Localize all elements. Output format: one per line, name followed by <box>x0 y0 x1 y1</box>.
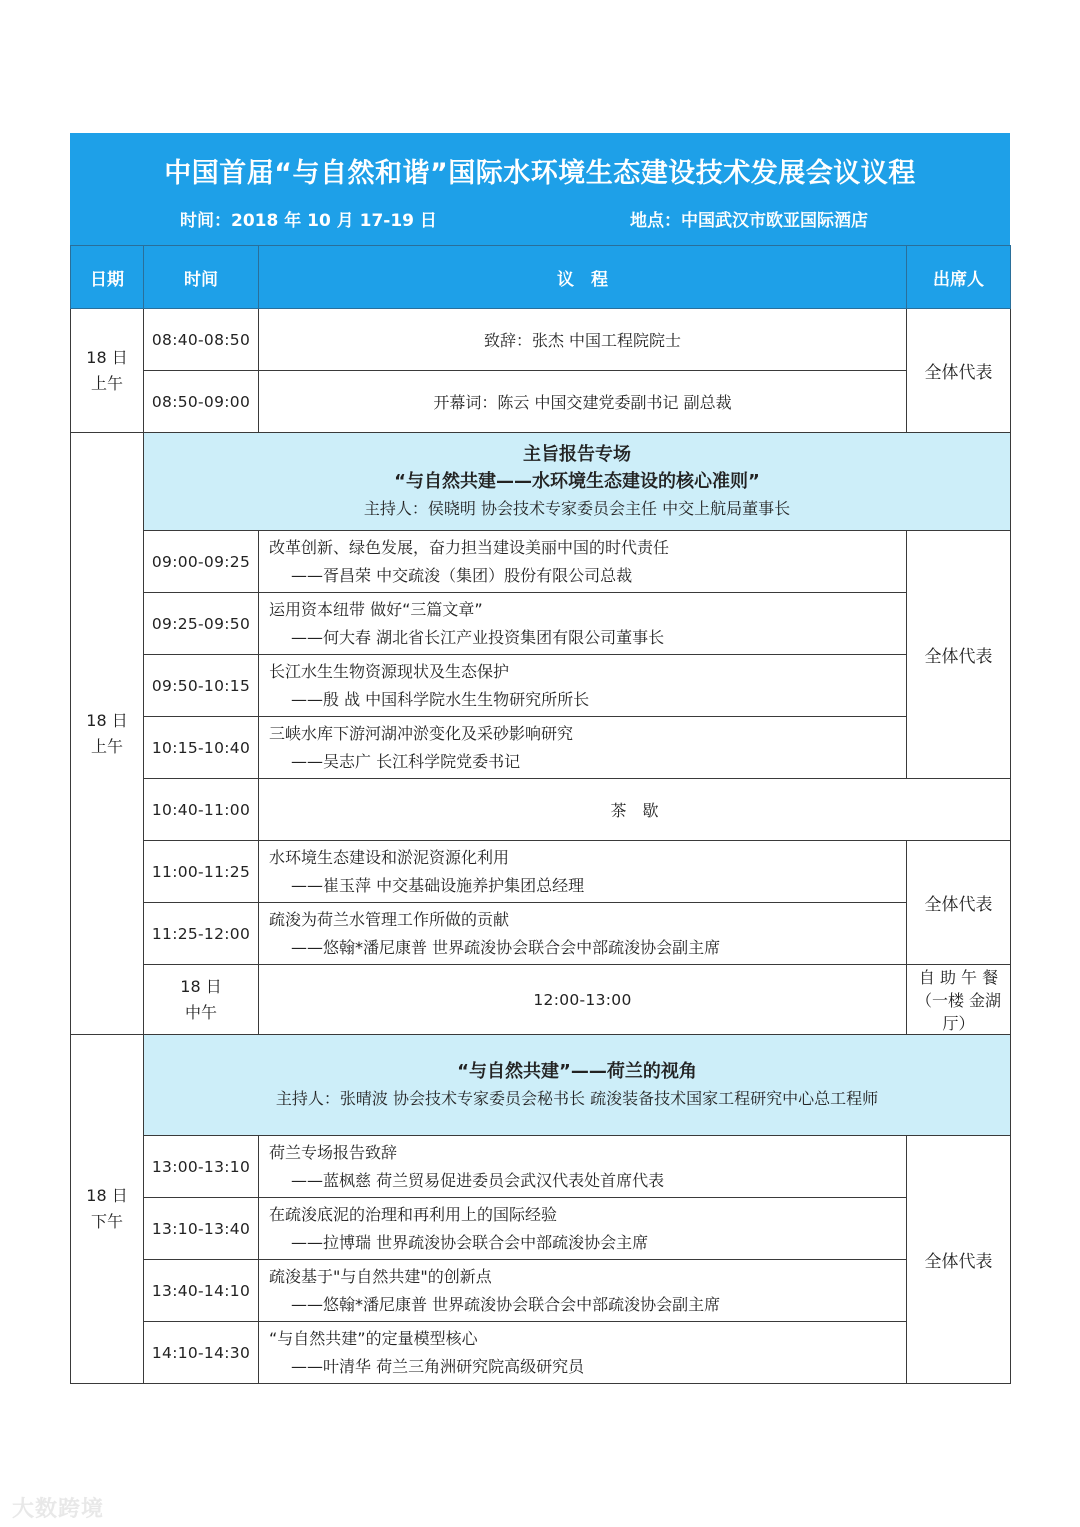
talk-title: 三峡水库下游河湖冲淤变化及采砂影响研究 <box>269 723 574 743</box>
day-cell: 18 日 上午 <box>71 433 144 1035</box>
talk-title: 荷兰专场报告致辞 <box>269 1142 398 1162</box>
talk-speaker: ——蓝枫慈 荷兰贸易促进委员会武汉代表处首席代表 <box>291 1170 665 1190</box>
table-row <box>71 1136 1011 1198</box>
table-row <box>71 903 1011 965</box>
agenda-cell <box>259 655 907 717</box>
table-row <box>71 655 1011 717</box>
time-cell: 13:00-13:10 <box>144 1136 259 1198</box>
talk-speaker: ——悠翰*潘尼康普 世界疏浚协会联合会中部疏浚协会副主席 <box>291 937 721 957</box>
agenda-cell: 开幕词：陈云 中国交建党委副书记 副总裁 <box>259 371 907 433</box>
talk-speaker: ——何大春 湖北省长江产业投资集团有限公司董事长 <box>291 627 665 647</box>
agenda-cell <box>259 1136 907 1198</box>
talk-speaker: ——拉博瑞 世界疏浚协会联合会中部疏浚协会主席 <box>291 1232 649 1252</box>
talk-speaker: ——崔玉萍 中交基础设施养护集团总经理 <box>291 875 585 895</box>
agenda-cell: 致辞：张杰 中国工程院院士 <box>259 309 907 371</box>
table-row <box>71 841 1011 903</box>
time-cell: 10:15-10:40 <box>144 717 259 779</box>
agenda-cell <box>259 903 907 965</box>
section-title: “与自然共建”——荷兰的视角 <box>457 1061 697 1082</box>
talk-speaker: ——悠翰*潘尼康普 世界疏浚协会联合会中部疏浚协会副主席 <box>291 1294 721 1314</box>
attendees-cell: 全体代表 <box>907 1136 1011 1384</box>
day-cell: 18 日 上午 <box>71 309 144 433</box>
section-host: 主持人：张晴波 协会技术专家委员会秘书长 疏浚装备技术国家工程研究中心总工程师 <box>275 1089 879 1108</box>
agenda-table <box>70 245 1011 1384</box>
break-cell: 茶 歇 <box>259 779 1011 841</box>
day-cell: 18 日 中午 <box>144 965 259 1035</box>
section-host: 主持人：侯晓明 协会技术专家委员会主任 中交上航局董事长 <box>363 499 791 518</box>
talk-speaker: ——叶清华 荷兰三角洲研究院高级研究员 <box>291 1356 585 1376</box>
lunch-cell: 自 助 午 餐（一楼 金湖厅） <box>907 965 1011 1035</box>
table-row <box>71 779 1011 841</box>
agenda-cell <box>259 1260 907 1322</box>
agenda-cell <box>259 717 907 779</box>
agenda-cell <box>259 1322 907 1384</box>
time-cell: 12:00-13:00 <box>259 965 907 1035</box>
event-date: 时间：2018 年 10 月 17-19 日 <box>180 211 437 231</box>
table-header-row <box>71 246 1011 309</box>
column-header-time: 时间 <box>144 246 259 309</box>
talk-title: 在疏浚底泥的治理和再利用上的国际经验 <box>269 1204 558 1224</box>
time-cell: 09:00-09:25 <box>144 531 259 593</box>
section-title: 主旨报告专场 <box>523 444 631 465</box>
talk-title: 水环境生态建设和淤泥资源化利用 <box>269 847 510 867</box>
section-header <box>144 433 1011 531</box>
table-row <box>71 1198 1011 1260</box>
agenda-cell <box>259 841 907 903</box>
time-cell: 13:10-13:40 <box>144 1198 259 1260</box>
talk-speaker: ——殷 战 中国科学院水生生物研究所所长 <box>291 689 590 709</box>
column-header-day: 日期 <box>71 246 144 309</box>
table-row <box>71 531 1011 593</box>
table-row <box>71 371 1011 433</box>
section-header <box>144 1035 1011 1136</box>
agenda-cell <box>259 1198 907 1260</box>
section-subtitle: “与自然共建——水环境生态建设的核心准则” <box>394 471 760 492</box>
attendees-cell: 全体代表 <box>907 309 1011 433</box>
talk-title: 长江水生生物资源现状及生态保护 <box>269 661 510 681</box>
column-header-agenda: 议 程 <box>259 246 907 309</box>
talk-speaker: ——胥昌荣 中交疏浚（集团）股份有限公司总裁 <box>291 565 633 585</box>
time-cell: 08:40-08:50 <box>144 309 259 371</box>
talk-title: “与自然共建”的定量模型核心 <box>269 1328 478 1348</box>
agenda-cell <box>259 593 907 655</box>
table-row <box>71 309 1011 371</box>
talk-title: 疏浚基于"与自然共建"的创新点 <box>269 1266 492 1286</box>
time-cell: 14:10-14:30 <box>144 1322 259 1384</box>
time-cell: 09:50-10:15 <box>144 655 259 717</box>
table-row <box>71 965 1011 1035</box>
event-venue: 地点：中国武汉市欧亚国际酒店 <box>630 211 868 231</box>
page-title: 中国首届“与自然和谐”国际水环境生态建设技术发展会议议程 <box>164 158 916 189</box>
table-row <box>71 593 1011 655</box>
agenda-banner <box>70 133 1010 245</box>
day-cell: 18 日 下午 <box>71 1035 144 1384</box>
time-cell: 13:40-14:10 <box>144 1260 259 1322</box>
section-row <box>71 1035 1011 1136</box>
section-row <box>71 433 1011 531</box>
talk-title: 运用资本纽带 做好“三篇文章” <box>269 599 483 619</box>
table-row <box>71 1322 1011 1384</box>
table-row <box>71 717 1011 779</box>
talk-title: 改革创新、绿色发展，奋力担当建设美丽中国的时代责任 <box>269 537 670 557</box>
column-header-attendees: 出席人 <box>907 246 1011 309</box>
attendees-cell: 全体代表 <box>907 841 1011 965</box>
time-cell: 11:00-11:25 <box>144 841 259 903</box>
agenda-cell <box>259 531 907 593</box>
table-row <box>71 1260 1011 1322</box>
attendees-cell: 全体代表 <box>907 531 1011 779</box>
time-cell: 08:50-09:00 <box>144 371 259 433</box>
time-cell: 10:40-11:00 <box>144 779 259 841</box>
talk-title: 疏浚为荷兰水管理工作所做的贡献 <box>269 909 510 929</box>
time-cell: 09:25-09:50 <box>144 593 259 655</box>
time-cell: 11:25-12:00 <box>144 903 259 965</box>
talk-speaker: ——吴志广 长江科学院党委书记 <box>291 751 521 771</box>
watermark: 大数跨境 <box>12 1497 105 1522</box>
